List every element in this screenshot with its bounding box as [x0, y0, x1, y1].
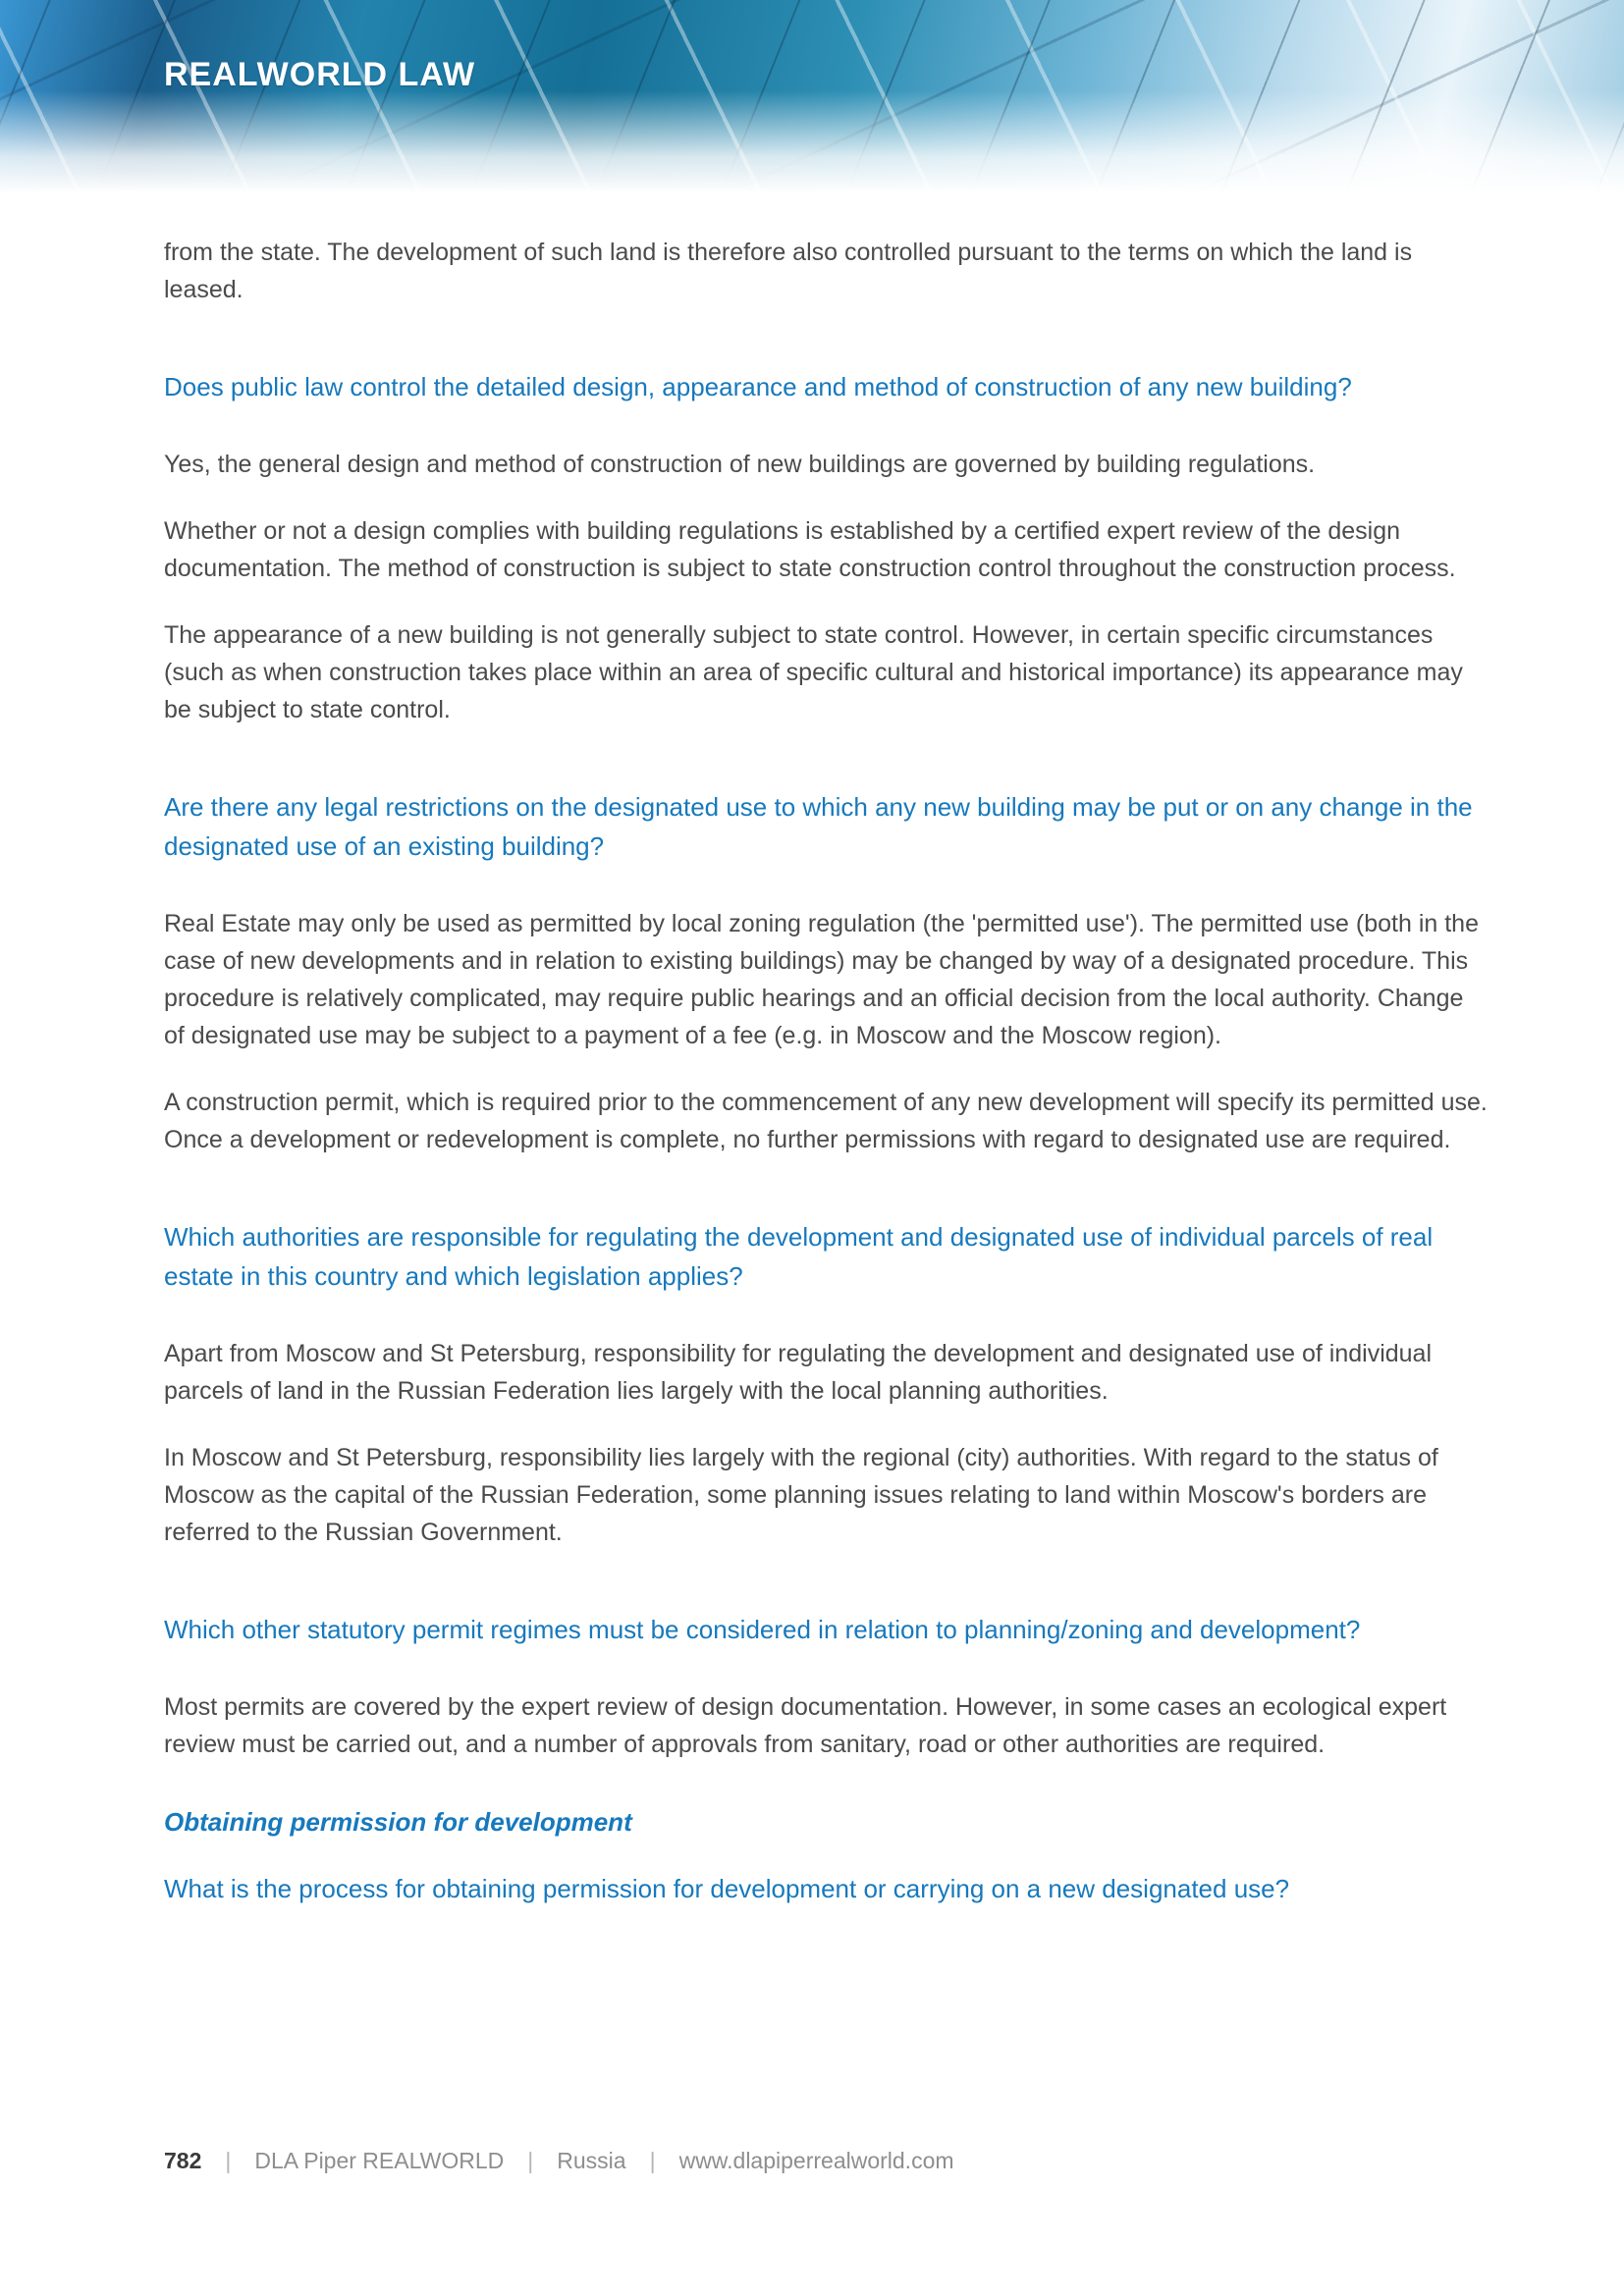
footer-country: Russia — [557, 2148, 626, 2173]
paragraph: Real Estate may only be used as permitted by local zoning regulation (the 'permitted use'). The permitted use (both in the case of new developments and in relation to existing buildings) may be changed by way of a designated procedure. This procedure is relatively complicated, may require public hearings and an official decision from the local authority. Change of designated use may be subject to a payment of a fee (e.g. in Moscow and the Moscow region). — [164, 910, 1479, 1049]
question-heading: Are there any legal restrictions on the designated use to which any new building may be put or on any change in the designated use of an existing building? — [164, 792, 1473, 861]
paragraph: Most permits are covered by the expert review of design documentation. However, in some cases an ecological expert review must be carried out, and a number of approvals from sanitary, road or other authorities are required. — [164, 1693, 1447, 1758]
paragraph: Whether or not a design complies with building regulations is established by a certified expert review of the design documentation. The method of construction is subject to state construction control throughout the construction process. — [164, 517, 1456, 582]
footer-separator: | — [225, 2148, 232, 2173]
footer-website: www.dlapiperrealworld.com — [678, 2148, 954, 2173]
page-number: 782 — [164, 2148, 202, 2173]
footer-separator: | — [527, 2148, 534, 2173]
question-heading: Which authorities are responsible for regulating the development and designated use of individual parcels of real estate in this country and which legislation applies? — [164, 1222, 1434, 1291]
question-heading: Which other statutory permit regimes must be considered in relation to planning/zoning and development? — [164, 1615, 1361, 1644]
header-banner — [0, 0, 1624, 201]
paragraph: A construction permit, which is required prior to the commencement of any new development will specify its permitted use. Once a development or redevelopment is complete, no further permissions with regard to designated use are required. — [164, 1089, 1488, 1153]
paragraph: Yes, the general design and method of construction of new buildings are governed by building regulations. — [164, 451, 1316, 478]
section-subheading: Obtaining permission for development — [164, 1807, 632, 1837]
footer-brand: DLA Piper REALWORLD — [254, 2148, 505, 2173]
footer-separator: | — [649, 2148, 656, 2173]
publication-title: REALWORLD LAW — [164, 56, 476, 93]
paragraph: The appearance of a new building is not generally subject to state control. However, in certain specific circumstances (such as when construction takes place within an area of specific cultural and historical importance) its appearance may be subject to state control. — [164, 621, 1463, 723]
page-footer — [164, 2146, 954, 2175]
page-content — [164, 196, 1488, 1948]
paragraph: Apart from Moscow and St Petersburg, responsibility for regulating the development and designated use of individual parcels of land in the Russian Federation lies largely with the local planning authorities. — [164, 1340, 1433, 1405]
question-heading: Does public law control the detailed design, appearance and method of construction of any new building? — [164, 372, 1352, 401]
paragraph: In Moscow and St Petersburg, responsibility lies largely with the regional (city) authorities. With regard to the status of Moscow as the capital of the Russian Federation, some planning issues relating to land within Moscow's borders are referred to the Russian Government. — [164, 1444, 1438, 1546]
paragraph: from the state. The development of such land is therefore also controlled pursuant to the terms on which the land is leased. — [164, 239, 1413, 303]
question-heading: What is the process for obtaining permission for development or carrying on a new designated use? — [164, 1874, 1290, 1903]
